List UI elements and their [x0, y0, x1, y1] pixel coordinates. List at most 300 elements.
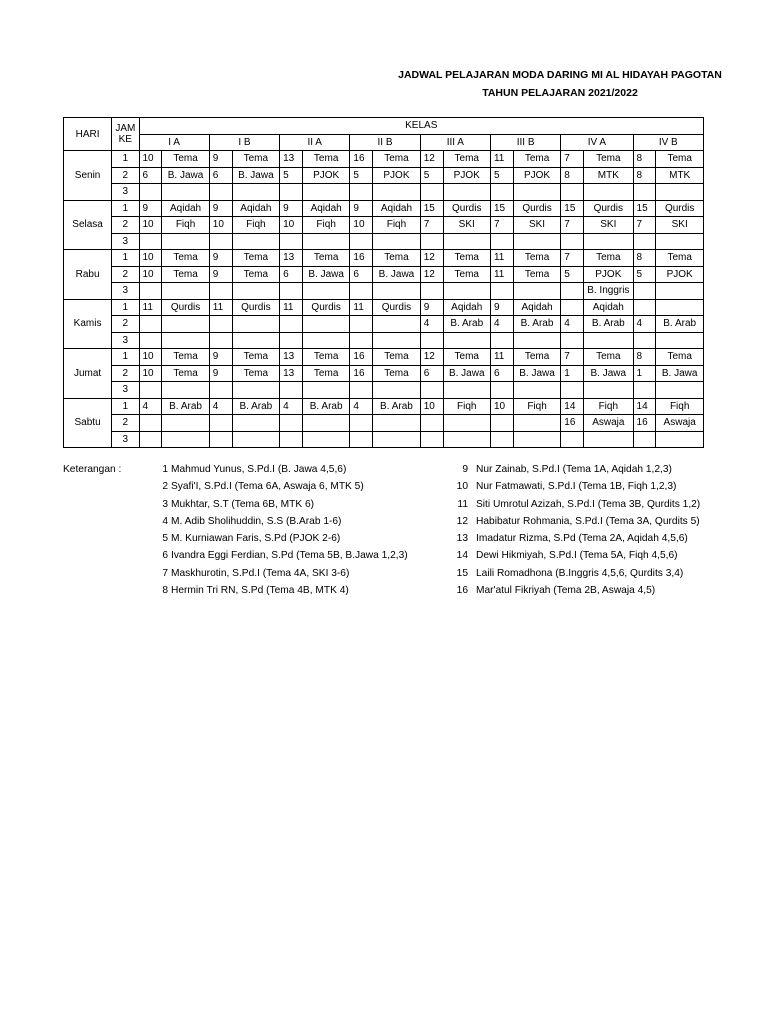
subject: Fiqh: [302, 217, 349, 234]
subject: [584, 431, 633, 448]
subject: [302, 415, 349, 432]
teacher-number: [350, 233, 373, 250]
table-row: [64, 349, 704, 366]
subject: [443, 382, 490, 399]
schedule-table: [63, 117, 704, 448]
subject: Tema: [584, 250, 633, 267]
legend-item: [161, 582, 408, 599]
teacher-number: 12: [420, 151, 443, 168]
teacher-number: 5: [561, 266, 584, 283]
table-row: [64, 167, 704, 184]
teacher-number: [561, 299, 584, 316]
teacher-number: [139, 431, 162, 448]
teacher-number: 8: [633, 151, 656, 168]
teacher-number: 10: [139, 217, 162, 234]
legend-number: 4: [162, 515, 168, 527]
subject: Qurdis: [656, 200, 704, 217]
teacher-number: [490, 283, 513, 300]
teacher-number: [209, 431, 232, 448]
teacher-number: [633, 299, 656, 316]
subject: [162, 184, 209, 201]
table-row: [64, 299, 704, 316]
jam-ke: 3: [112, 283, 139, 300]
legend-teachers-right: [456, 461, 704, 599]
subject: [513, 332, 560, 349]
day-name: Senin: [64, 151, 112, 201]
day-name: Rabu: [64, 250, 112, 300]
teacher-number: [561, 382, 584, 399]
subject: [656, 184, 704, 201]
day-name: Kamis: [64, 299, 112, 349]
teacher-number: 12: [420, 250, 443, 267]
teacher-number: [490, 415, 513, 432]
teacher-number: 11: [280, 299, 303, 316]
legend-item: [161, 565, 408, 582]
subject: [162, 316, 209, 333]
subject: [373, 283, 420, 300]
teacher-number: [490, 431, 513, 448]
legend-item: [456, 478, 704, 495]
teacher-number: 8: [561, 167, 584, 184]
teacher-number: [209, 283, 232, 300]
subject: B. Jawa: [656, 365, 704, 382]
teacher-number: 10: [350, 217, 373, 234]
teacher-number: 12: [420, 266, 443, 283]
teacher-number: 5: [420, 167, 443, 184]
subject: B. Jawa: [584, 365, 633, 382]
teacher-number: 16: [561, 415, 584, 432]
subject: Fiqh: [443, 398, 490, 415]
subject: Fiqh: [162, 217, 209, 234]
subject: B. Arab: [584, 316, 633, 333]
teacher-number: 4: [209, 398, 232, 415]
subject: B. Arab: [373, 398, 420, 415]
legend-text: Syafi'I, S.Pd.I (Tema 6A, Aswaja 6, MTK 5): [171, 481, 364, 493]
teacher-number: 9: [350, 200, 373, 217]
teacher-number: 7: [420, 217, 443, 234]
subject: Qurdis: [584, 200, 633, 217]
subject: [656, 299, 704, 316]
teacher-number: [280, 184, 303, 201]
teacher-number: [139, 184, 162, 201]
legend-item: [161, 461, 408, 478]
teacher-number: 4: [280, 398, 303, 415]
subject: [232, 415, 279, 432]
subject: [513, 382, 560, 399]
subject: Qurdis: [443, 200, 490, 217]
subject: PJOK: [302, 167, 349, 184]
subject: [302, 283, 349, 300]
teacher-number: [633, 283, 656, 300]
subject: Tema: [513, 151, 560, 168]
teacher-number: 15: [561, 200, 584, 217]
teacher-number: 6: [280, 266, 303, 283]
teacher-number: [633, 332, 656, 349]
legend-item: [456, 496, 704, 513]
subject: Tema: [232, 365, 279, 382]
subject: [443, 332, 490, 349]
jam-ke: 3: [112, 184, 139, 201]
subject: SKI: [656, 217, 704, 234]
teacher-number: [561, 184, 584, 201]
teacher-number: [139, 332, 162, 349]
teacher-number: 6: [139, 167, 162, 184]
subject: MTK: [584, 167, 633, 184]
class-header: IV B: [633, 134, 703, 151]
table-row: [64, 316, 704, 333]
subject: PJOK: [584, 266, 633, 283]
subject: Tema: [656, 151, 704, 168]
teacher-number: 9: [209, 365, 232, 382]
teacher-number: 5: [633, 266, 656, 283]
legend-number: 14: [456, 550, 468, 562]
teacher-number: [420, 283, 443, 300]
subject: [656, 382, 704, 399]
teacher-number: 13: [280, 250, 303, 267]
subject: Tema: [232, 250, 279, 267]
legend-label: Keterangan :: [63, 464, 122, 475]
jam-ke: 2: [112, 217, 139, 234]
teacher-number: 10: [420, 398, 443, 415]
class-header: III A: [420, 134, 490, 151]
teacher-number: 16: [350, 365, 373, 382]
schedule-body: [64, 151, 704, 448]
teacher-number: 5: [280, 167, 303, 184]
teacher-number: [209, 332, 232, 349]
subject: Tema: [373, 349, 420, 366]
subject: Tema: [162, 151, 209, 168]
header-hari: HARI: [64, 118, 112, 151]
subject: Tema: [513, 250, 560, 267]
subject: [373, 332, 420, 349]
subject: [373, 382, 420, 399]
teacher-number: [280, 415, 303, 432]
jam-ke: 2: [112, 365, 139, 382]
teacher-number: 13: [280, 349, 303, 366]
subject: [656, 332, 704, 349]
legend-text: Mukhtar, S.T (Tema 6B, MTK 6): [171, 498, 315, 510]
subject: [584, 184, 633, 201]
subject: Qurdis: [162, 299, 209, 316]
table-header-row: [64, 118, 704, 135]
title-line-1: JADWAL PELAJARAN MODA DARING MI AL HIDAYAH PAGOTAN: [398, 69, 722, 81]
subject: [232, 184, 279, 201]
legend-text: Hermin Tri RN, S.Pd (Tema 4B, MTK 4): [171, 585, 349, 597]
table-row: [64, 415, 704, 432]
teacher-number: [350, 382, 373, 399]
legend-item: [161, 478, 408, 495]
teacher-number: [209, 184, 232, 201]
legend-number: 7: [162, 567, 168, 579]
subject: [162, 233, 209, 250]
teacher-number: [633, 382, 656, 399]
class-header: IV A: [561, 134, 633, 151]
subject: B. Jawa: [232, 167, 279, 184]
subject: [302, 382, 349, 399]
schedule-table-area: [63, 117, 704, 448]
teacher-number: 4: [633, 316, 656, 333]
legend-number: 5: [162, 533, 168, 545]
teacher-number: 11: [490, 250, 513, 267]
day-name: Selasa: [64, 200, 112, 250]
subject: [162, 283, 209, 300]
table-row: [64, 398, 704, 415]
teacher-number: 12: [420, 349, 443, 366]
teacher-number: 7: [490, 217, 513, 234]
subject: [162, 332, 209, 349]
subject: Tema: [443, 250, 490, 267]
subject: Fiqh: [232, 217, 279, 234]
teacher-number: 7: [561, 217, 584, 234]
subject: [513, 415, 560, 432]
teacher-number: [280, 332, 303, 349]
title-line-2: TAHUN PELAJARAN 2021/2022: [482, 87, 638, 99]
subject: Fiqh: [584, 398, 633, 415]
subject: B. Arab: [162, 398, 209, 415]
subject: Qurdis: [302, 299, 349, 316]
jam-ke: 3: [112, 332, 139, 349]
teacher-number: [633, 431, 656, 448]
legend-text: Maskhurotin, S.Pd.I (Tema 4A, SKI 3-6): [171, 567, 350, 579]
subject: Aqidah: [584, 299, 633, 316]
subject: B. Arab: [232, 398, 279, 415]
subject: [162, 415, 209, 432]
legend-number: 2: [162, 481, 168, 493]
teacher-number: 4: [420, 316, 443, 333]
legend-text: Mar'atul Fikriyah (Tema 2B, Aswaja 4,5): [476, 585, 656, 597]
subject: [373, 316, 420, 333]
legend-number: 6: [162, 550, 168, 562]
subject: Aqidah: [302, 200, 349, 217]
subject: Aqidah: [443, 299, 490, 316]
teacher-number: 5: [350, 167, 373, 184]
teacher-number: 13: [280, 365, 303, 382]
subject: [443, 415, 490, 432]
legend-text: Siti Umrotul Azizah, S.Pd.I (Tema 3B, Qurdits 1,2): [476, 498, 701, 510]
teacher-number: [280, 382, 303, 399]
table-row: [64, 184, 704, 201]
subject: Tema: [443, 151, 490, 168]
subject: PJOK: [443, 167, 490, 184]
subject: Tema: [232, 151, 279, 168]
subject: Tema: [443, 266, 490, 283]
subject: Tema: [584, 151, 633, 168]
subject: Tema: [162, 266, 209, 283]
teacher-number: 11: [209, 299, 232, 316]
teacher-number: 14: [561, 398, 584, 415]
subject: [373, 431, 420, 448]
teacher-number: 7: [633, 217, 656, 234]
subject: Fiqh: [513, 398, 560, 415]
subject: PJOK: [373, 167, 420, 184]
subject: Tema: [232, 349, 279, 366]
jam-ke: 2: [112, 316, 139, 333]
teacher-number: 9: [209, 349, 232, 366]
class-header: I A: [139, 134, 209, 151]
header-jam-ke: JAM KE: [112, 118, 139, 151]
teacher-number: 16: [350, 250, 373, 267]
legend-number: 9: [462, 464, 468, 475]
teacher-number: 10: [280, 217, 303, 234]
subject: [232, 233, 279, 250]
subject: [513, 184, 560, 201]
teacher-number: 9: [209, 151, 232, 168]
subject: [656, 283, 704, 300]
teacher-number: 6: [490, 365, 513, 382]
subject: B. Arab: [302, 398, 349, 415]
subject: Tema: [443, 349, 490, 366]
jam-ke: 3: [112, 431, 139, 448]
subject: Aqidah: [232, 200, 279, 217]
subject: [162, 382, 209, 399]
class-header-row: [64, 134, 704, 151]
legend-item: [456, 565, 704, 582]
legend-text: Laili Romadhona (B.Inggris 4,5,6, Qurdits 3,4): [476, 567, 684, 579]
teacher-number: 6: [420, 365, 443, 382]
teacher-number: [420, 332, 443, 349]
subject: Tema: [584, 349, 633, 366]
legend-item: [161, 547, 408, 564]
teacher-number: 15: [490, 200, 513, 217]
teacher-number: [139, 382, 162, 399]
legend-text: Mahmud Yunus, S.Pd.I (B. Jawa 4,5,6): [171, 464, 347, 475]
class-header: II B: [350, 134, 420, 151]
subject: B. Jawa: [162, 167, 209, 184]
teacher-number: 8: [633, 167, 656, 184]
legend-number: 8: [162, 585, 168, 597]
subject: Fiqh: [373, 217, 420, 234]
subject: [443, 233, 490, 250]
teacher-number: [633, 233, 656, 250]
teacher-number: [350, 431, 373, 448]
teacher-number: 10: [139, 151, 162, 168]
subject: [584, 233, 633, 250]
teacher-number: 14: [633, 398, 656, 415]
subject: B. Jawa: [443, 365, 490, 382]
table-row: [64, 365, 704, 382]
legend-item: [161, 513, 408, 530]
subject: B. Arab: [513, 316, 560, 333]
subject: SKI: [513, 217, 560, 234]
subject: B. Arab: [656, 316, 704, 333]
jam-ke: 3: [112, 382, 139, 399]
subject: Tema: [513, 349, 560, 366]
legend-text: M. Kurniawan Faris, S.Pd (PJOK 2-6): [171, 533, 341, 545]
subject: Tema: [302, 250, 349, 267]
legend-text: M. Adib Sholihuddin, S.S (B.Arab 1-6): [171, 515, 342, 527]
subject: Qurdis: [232, 299, 279, 316]
subject: [232, 316, 279, 333]
legend-text: Habibatur Rohmania, S.Pd.I (Tema 3A, Qurdits 5): [476, 515, 700, 527]
teacher-number: 7: [561, 151, 584, 168]
subject: Tema: [162, 250, 209, 267]
subject: Aswaja: [584, 415, 633, 432]
teacher-number: 10: [139, 365, 162, 382]
teacher-number: [139, 283, 162, 300]
teacher-number: 6: [350, 266, 373, 283]
teacher-number: 4: [561, 316, 584, 333]
teacher-number: 13: [280, 151, 303, 168]
day-name: Jumat: [64, 349, 112, 399]
subject: Tema: [373, 151, 420, 168]
teacher-number: 9: [139, 200, 162, 217]
jam-ke: 1: [112, 299, 139, 316]
teacher-number: 15: [420, 200, 443, 217]
legend-text: Ivandra Eggi Ferdian, S.Pd (Tema 5B, B.Jawa 1,2,3): [171, 550, 408, 562]
teacher-number: 10: [490, 398, 513, 415]
legend-number: 15: [456, 567, 468, 579]
teacher-number: 11: [139, 299, 162, 316]
subject: Aqidah: [162, 200, 209, 217]
teacher-number: 6: [209, 167, 232, 184]
teacher-number: [350, 316, 373, 333]
teacher-number: [350, 415, 373, 432]
subject: Aswaja: [656, 415, 704, 432]
subject: [302, 316, 349, 333]
subject: Qurdis: [373, 299, 420, 316]
teacher-number: [280, 316, 303, 333]
legend-number: 13: [456, 533, 468, 545]
subject: PJOK: [656, 266, 704, 283]
legend-text: Dewi Hikmiyah, S.Pd.I (Tema 5A, Fiqh 4,5,6): [476, 550, 678, 562]
subject: [513, 431, 560, 448]
teacher-number: [209, 415, 232, 432]
subject: [232, 431, 279, 448]
subject: Tema: [232, 266, 279, 283]
legend-number: 12: [456, 515, 468, 527]
teacher-number: [420, 431, 443, 448]
subject: Tema: [513, 266, 560, 283]
subject: [443, 283, 490, 300]
teacher-number: [280, 283, 303, 300]
subject: [302, 431, 349, 448]
teacher-number: 11: [490, 349, 513, 366]
teacher-number: [280, 431, 303, 448]
teacher-number: 11: [350, 299, 373, 316]
legend-item: [456, 547, 704, 564]
teacher-number: 16: [350, 151, 373, 168]
legend-item: [456, 513, 704, 530]
legend-number: 11: [457, 498, 468, 510]
table-row: [64, 200, 704, 217]
subject: [513, 233, 560, 250]
subject: [373, 415, 420, 432]
teacher-number: 9: [209, 266, 232, 283]
teacher-number: 4: [350, 398, 373, 415]
teacher-number: [561, 283, 584, 300]
teacher-number: 10: [139, 349, 162, 366]
jam-ke: 2: [112, 415, 139, 432]
jam-ke: 1: [112, 398, 139, 415]
subject: SKI: [443, 217, 490, 234]
jam-ke: 2: [112, 167, 139, 184]
legend-item: [161, 530, 408, 547]
class-header: II A: [280, 134, 350, 151]
subject: [443, 184, 490, 201]
teacher-number: [209, 316, 232, 333]
subject: [373, 184, 420, 201]
jam-ke: 1: [112, 151, 139, 168]
header-kelas: KELAS: [139, 118, 704, 135]
table-row: [64, 283, 704, 300]
table-row: [64, 151, 704, 168]
teacher-number: 1: [561, 365, 584, 382]
jam-ke: 1: [112, 200, 139, 217]
legend-item: [456, 461, 704, 478]
table-row: [64, 332, 704, 349]
legend-item: [456, 582, 704, 599]
table-row: [64, 250, 704, 267]
